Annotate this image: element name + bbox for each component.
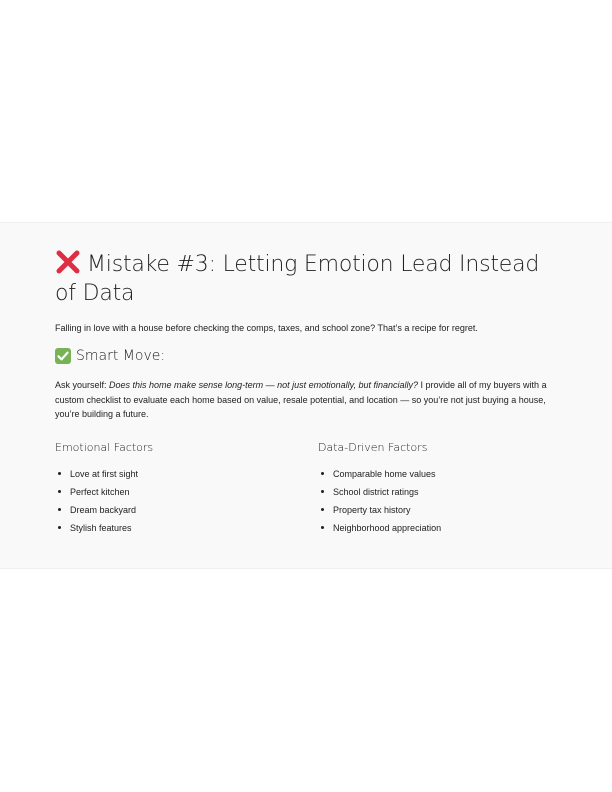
section-title-text: Mistake #3: Letting Emotion Lead Instead of Data xyxy=(55,252,540,306)
list-item: Perfect kitchen xyxy=(55,483,318,501)
advice-question: Does this home make sense long-term — not just emotionally, but financially? xyxy=(109,380,419,390)
list-item: Stylish features xyxy=(55,519,318,537)
advice-lead: Ask yourself: xyxy=(55,380,110,390)
emotional-factors-list xyxy=(55,465,318,537)
section-title xyxy=(55,249,560,308)
list-item: Comparable home values xyxy=(318,465,560,483)
mistake-section xyxy=(0,222,612,569)
smart-move-heading xyxy=(55,347,560,365)
emotional-factors-heading: Emotional Factors xyxy=(55,440,154,454)
advice-paragraph xyxy=(55,378,560,422)
data-driven-factors-column xyxy=(318,441,560,537)
red-cross-mark-icon xyxy=(55,249,81,275)
green-check-mark-icon xyxy=(55,348,71,364)
advice-rest: I provide all of my buyers with a custom checklist to evaluate each home based on value, resale potential, and location — so you’re not just buying a house, you’re building a future. xyxy=(55,380,547,419)
list-item: Neighborhood appreciation xyxy=(318,519,560,537)
factors-columns xyxy=(55,441,560,537)
section-content xyxy=(55,249,560,537)
list-item: Property tax history xyxy=(318,501,560,519)
data-driven-factors-heading: Data-Driven Factors xyxy=(318,440,428,454)
smart-move-label: Smart Move: xyxy=(76,348,166,364)
list-item: Dream backyard xyxy=(55,501,318,519)
list-item: School district ratings xyxy=(318,483,560,501)
list-item: Love at first sight xyxy=(55,465,318,483)
emotional-factors-column xyxy=(55,441,318,537)
data-driven-factors-list xyxy=(318,465,560,537)
intro-text: Falling in love with a house before checking the comps, taxes, and school zone? That’s a recipe for regret. xyxy=(55,323,478,333)
